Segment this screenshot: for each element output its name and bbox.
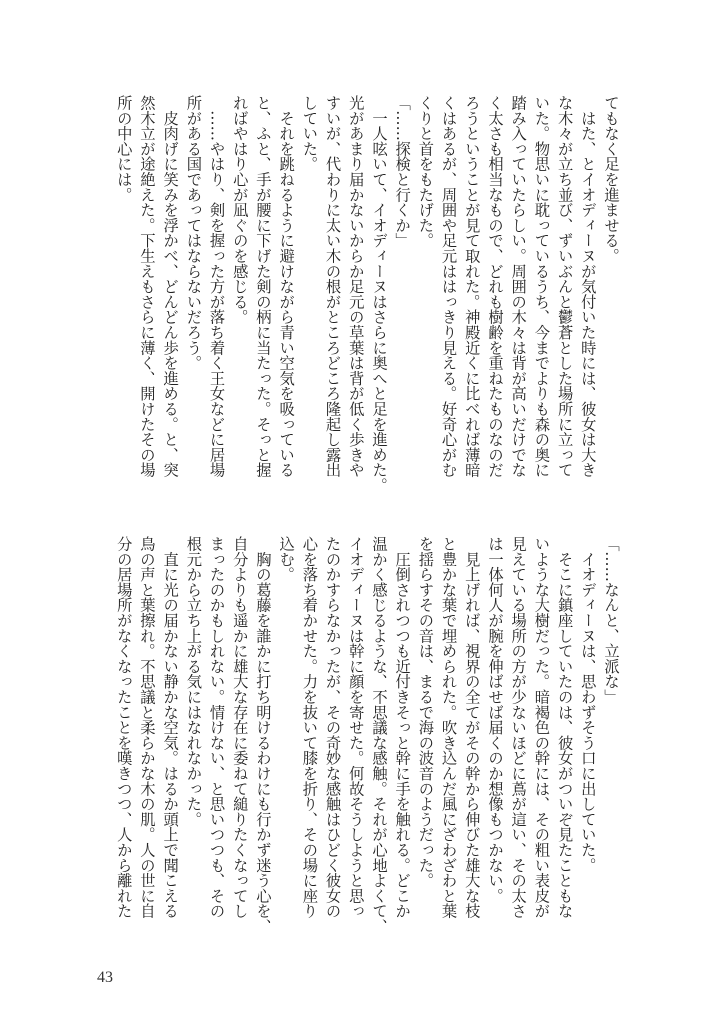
text-column: まったのかもしれない。情けない、と思いつつも、その [207, 536, 226, 919]
text-column: く太さも相当なもので、どれも樹齢を重ねたものなのだ [485, 95, 504, 478]
text-column: すいが、代わりに太い木の根がところどころ隆起し露出 [323, 95, 342, 478]
text-column: を揺らすその音は、まるで海の波音のようだった。 [416, 536, 435, 888]
text-column: たのかすらなかったが、その奇妙な感触はひどく彼女の [323, 536, 342, 919]
text-column: イオディーヌは、思わずそう口に出していた。 [578, 536, 597, 873]
text-column: 根元から立ち上がる気にはなれなかった。 [184, 536, 203, 827]
text-column: と、ふと、手が腰に下げた剣の柄に当たった。そっと握 [253, 95, 272, 478]
text-column: くはあるが、周囲や足元ははっきり見える。好奇心がむ [439, 95, 458, 478]
text-column: 踏み入っていたらしい。周囲の木々は背が高いだけでな [509, 95, 528, 478]
text-column: ればやはり心が凪ぐのを感じる。 [230, 95, 249, 325]
dialogue-column: 「……探検と行くか」 [393, 95, 412, 248]
text-column: な木々が立ち並び、ずいぶんと鬱蒼とした場所に立って [555, 95, 574, 478]
text-column: はた、とイオディーヌが気付いた時には、彼女は大き [578, 95, 597, 478]
text-column: 直に光の届かない静かな空気。はるか頭上で聞こえる [161, 536, 180, 919]
text-column: 所の中心には。 [114, 95, 133, 203]
text-column: 温かく感じるような、不思議な感触。それが心地よくて、 [369, 536, 388, 934]
page-number: 43 [97, 969, 113, 986]
text-column: 自分よりも遥かに雄大な存在に委ねて縋りたくなってし [230, 536, 249, 919]
text-column: 胸の葛藤を誰かに打ち明けるわけにも行かず迷う心を、 [253, 536, 272, 934]
dialogue-column: 「……なんと、立派な」 [602, 536, 620, 705]
lower-text-tier [111, 536, 622, 934]
text-column: ろうということが見て取れた。神殿近くに比べれば薄暗 [462, 95, 481, 478]
text-column: 見上げれば、視界の全てがその幹から伸びた雄大な枝 [462, 536, 481, 919]
text-column: 皮肉げに笑みを浮かべ、どんどん歩を進める。と、突 [161, 95, 180, 478]
text-column: 分の居場所がなくなったことを嘆きつつ、人から離れた [114, 536, 133, 919]
text-column: ……やはり、剣を握った方が落ち着く王女などに居場 [207, 95, 226, 478]
text-column: いような大樹だった。暗褐色の幹には、その粗い表皮が [532, 536, 551, 919]
upper-text-tier [111, 95, 622, 493]
text-column: と豊かな葉で埋められた。吹き込んだ風にざわざわと葉 [439, 536, 458, 919]
text-column: くりと首をもたげた。 [416, 95, 435, 248]
text-column: 光があまり届かないからか足元の草葉は背が低く歩きや [346, 95, 365, 478]
text-column: 見えている場所の方が少ないほどに蔦が這い、その太さ [509, 536, 528, 919]
text-column: それを跳ねるように避けながら青い空気を吸っている [277, 95, 296, 478]
text-column: 込む。 [277, 536, 296, 582]
text-column: 圧倒されつつも近付きそっと幹に手を触れる。どこか [393, 536, 412, 919]
text-column: 所がある国であってはならないだろう。 [184, 95, 203, 371]
text-column: していた。 [300, 95, 319, 172]
text-column: は一体何人が腕を伸ばせば届くのか想像もつかない。 [485, 536, 504, 904]
text-column: そこに鎮座していたのは、彼女がついぞ見たこともな [555, 536, 574, 919]
text-column: 心を落ち着かせた。力を抜いて膝を折り、その場に座り [300, 536, 319, 919]
text-column: 一人呟いて、イオディーヌはさらに奥へと足を進めた。 [369, 95, 388, 493]
text-column: 鳥の声と葉擦れ。不思議と柔らかな木の肌。人の世に自 [137, 536, 156, 919]
text-column: いた。物思いに耽っているうち、今までよりも森の奥に [532, 95, 551, 478]
text-column: イオディーヌは幹に顔を寄せた。何故そうしようと思っ [346, 536, 365, 919]
text-column: てもなく足を進ませる。 [602, 95, 620, 264]
text-column: 然木立が途絶えた。下生えもさらに薄く、開けたその場 [137, 95, 156, 478]
